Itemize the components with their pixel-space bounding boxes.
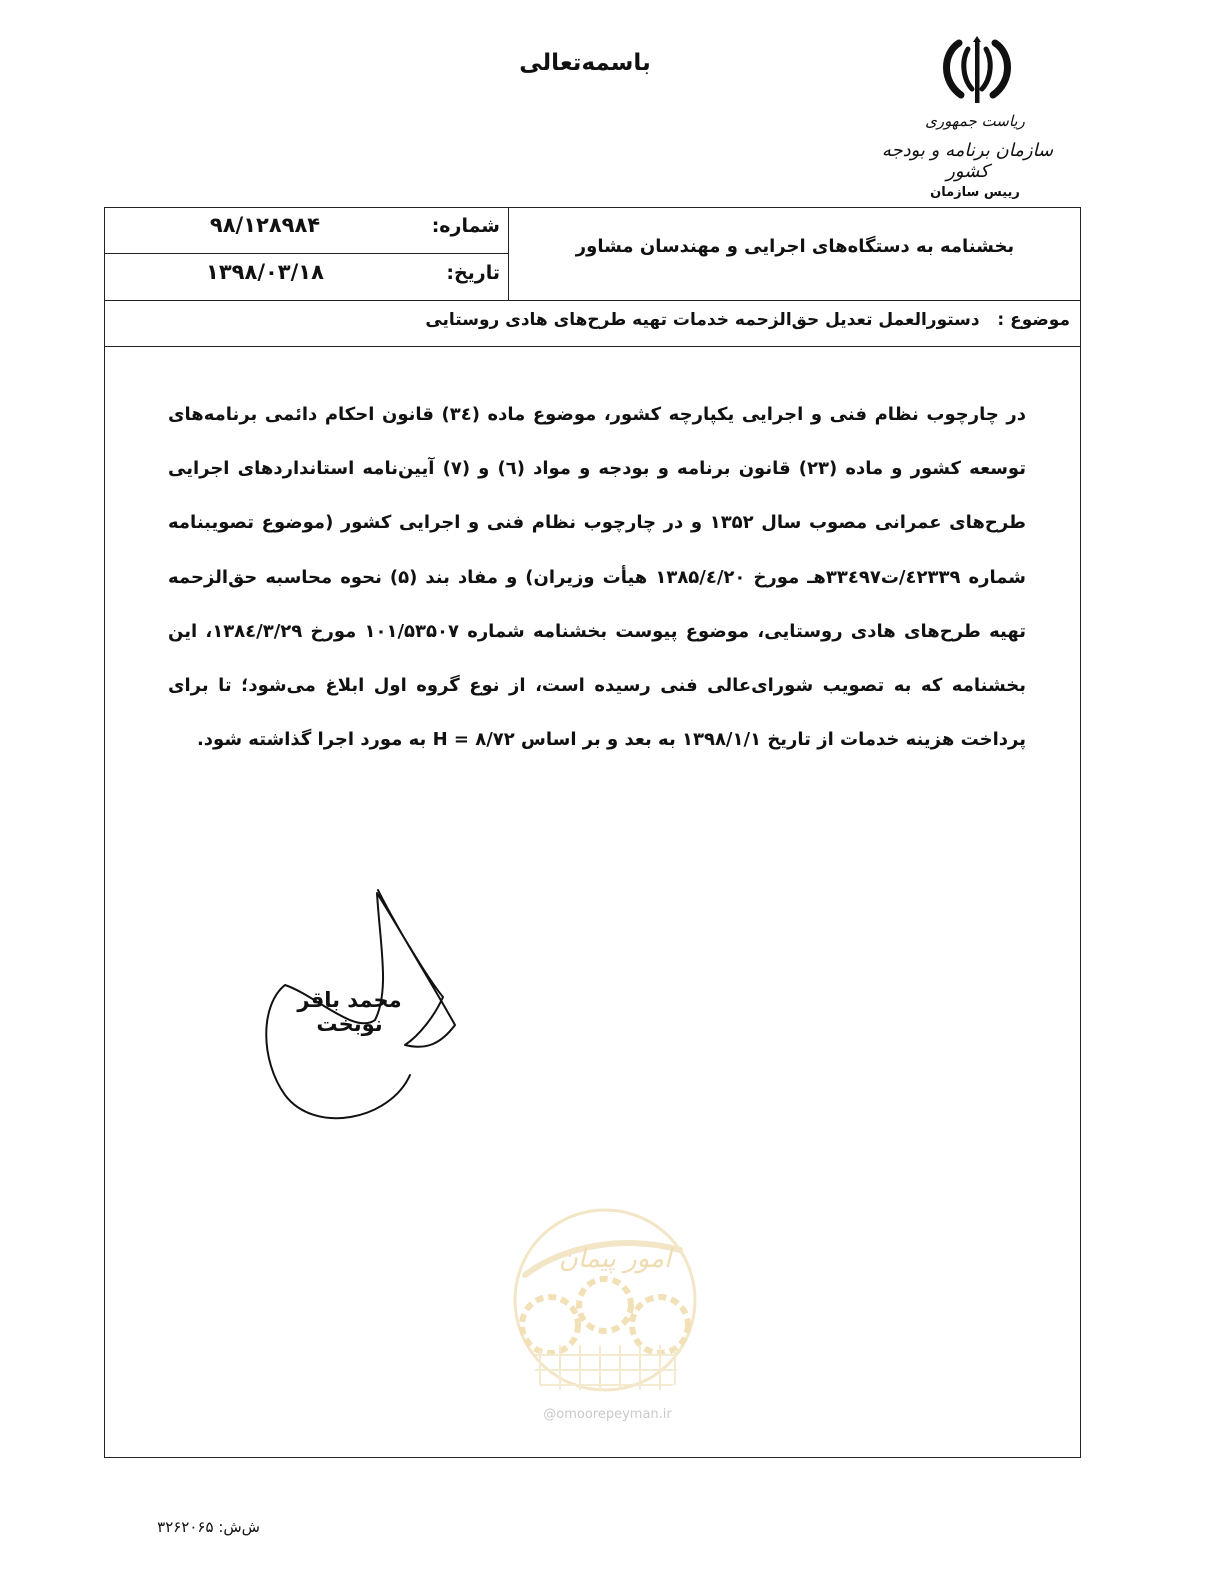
date-label: تاریخ: [446,262,500,284]
body-paragraph: در چارچوب نظام فنی و اجرایی یکپارچه کشور، موضوع ماده (۳٤) قانون احکام دائمی برنامه‌های توسعه کشور و ماده (۲۳) قانون برنامه و بودجه و مواد (٦) و (۷) آیین‌نامه استانداردهای اجرایی طرح‌های عمرانی مصوب سال ۱۳۵۲ و در چارچوب نظام فنی و اجرایی کشور (موضوع تصویبنامه شماره ٤۲۳۳۹/ت۳۳٤۹۷هـ مورخ ۱۳۸۵/٤/۲۰ هیأت وزیران) و مفاد بند (۵) نحوه محاسبه حق‌الزحمه تهیه طرح‌های هادی روستایی، موضوع پیوست بخشنامه شماره ۱۰۱/۵۳۵۰۷ مورخ ۱۳۸٤/۳/۲۹، این بخشنامه که به تصویب شورای‌عالی فنی رسیده است، از نوع گروه اول ابلاغ می‌شود؛ تا برای پرداخت هزینه خدمات از تاریخ ۱۳۹۸/۱/۱ به بعد و بر اساس H = ۸/۷۲ به مورد اجرا گذاشته شود. [168,404,1026,751]
iran-emblem-icon [937,35,1017,110]
subject-line [120,310,1070,330]
watermark-url: @omoorepeyman.ir [543,1407,672,1422]
header-bottom-divider [104,300,1081,301]
org-line-presidency: ریاست جمهوری [925,112,1025,130]
signer-name: محمد باقر نوبخت [297,988,402,1036]
watermark-logo-text: امور پیمان [558,1244,672,1274]
meta-divider [104,253,508,254]
org-line-organization: سازمان برنامه و بودجه کشور [881,140,1054,182]
header-divider-vertical [508,207,509,300]
subject-label: موضوع : [997,310,1070,330]
subject-text: دستورالعمل تعدیل حق‌الزحمه خدمات تهیه طرح‌های هادی روستایی [425,310,980,330]
body-text [168,388,1026,767]
omoorepeyman-logo-watermark [505,1205,705,1425]
number-label: شماره: [431,215,500,237]
subject-bottom-divider [104,346,1081,347]
addressee: بخشنامه به دستگاه‌های اجرایی و مهندسان مشاور [575,236,1015,257]
org-role: رییس سازمان [930,185,1020,200]
footer-code: ش‌ش: ۳۲۶۲۰۶۵ [157,1518,260,1536]
date-value: ۱۳۹۸/۰۳/۱۸ [206,260,324,284]
top-title: باسمه‌تعالی [519,50,651,76]
number-value: ۹۸/۱۲۸۹۸۴ [209,213,321,237]
